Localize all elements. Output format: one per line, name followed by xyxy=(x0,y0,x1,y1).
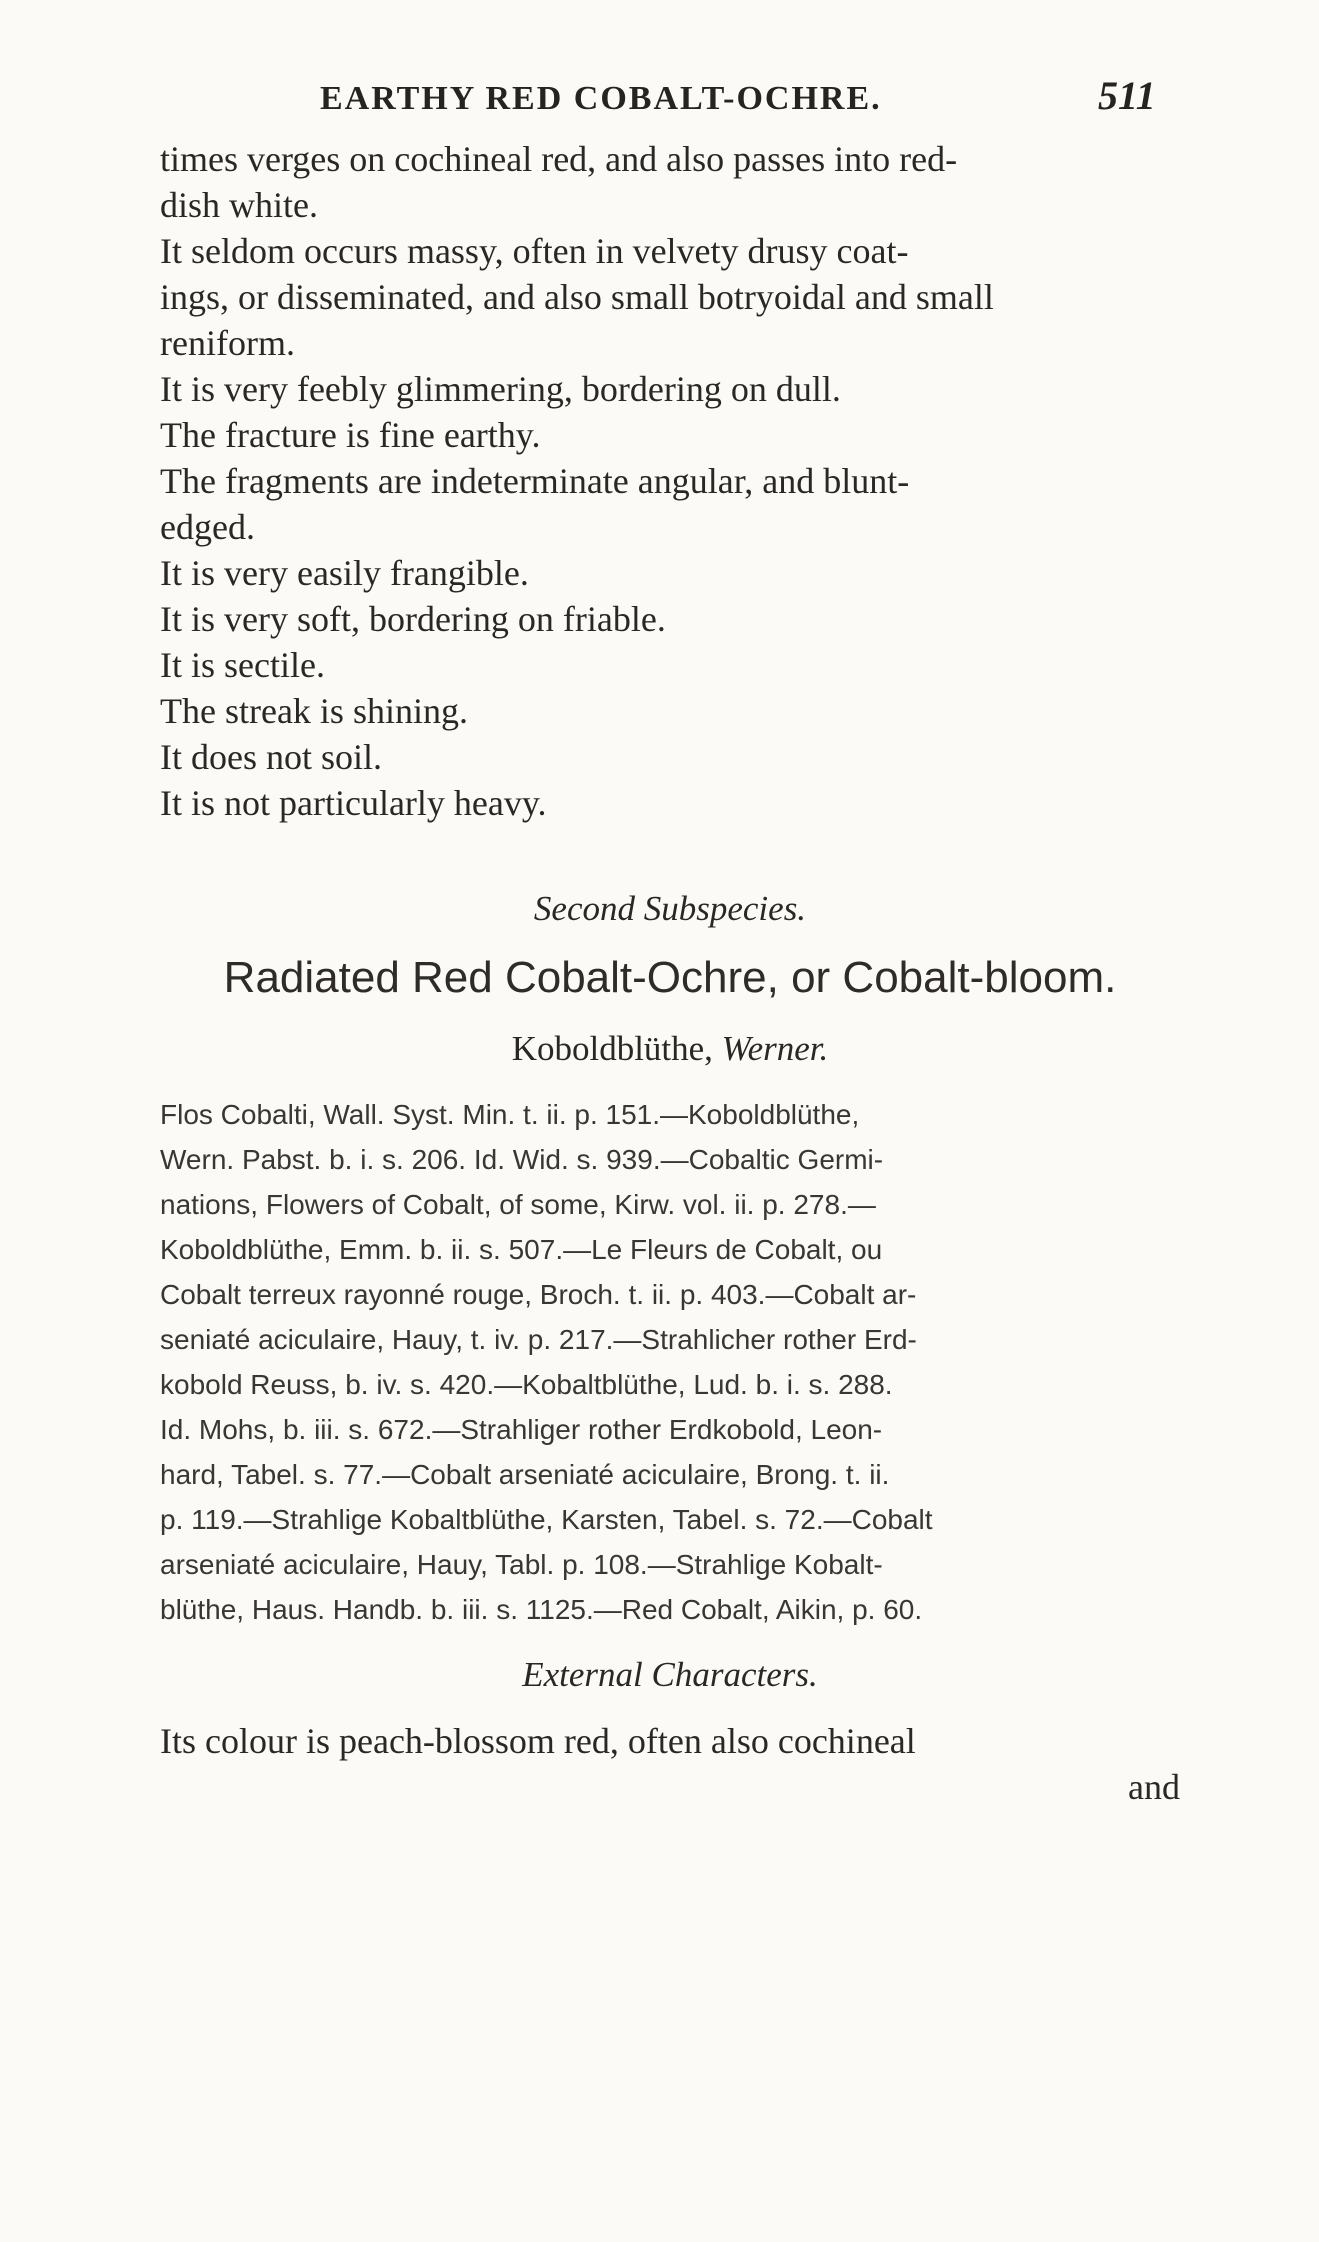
running-head: EARTHY RED COBALT-OCHRE. xyxy=(320,80,882,117)
page-body xyxy=(160,136,1180,1810)
text-line: The fracture is fine earthy. xyxy=(160,415,541,455)
text-line: It is not particularly heavy. xyxy=(160,783,547,823)
text-line: It is sectile. xyxy=(160,645,325,685)
reference-line: kobold Reuss, b. iv. s. 420.—Kobaltblüthe, Lud. b. i. s. 288. xyxy=(160,1369,893,1400)
text-line: It is very easily frangible. xyxy=(160,553,529,593)
text-line: ings, or disseminated, and also small botryoidal and small xyxy=(160,277,994,317)
synonym-line xyxy=(160,1024,1180,1074)
text-line: dish white. xyxy=(160,185,318,225)
reference-line: hard, Tabel. s. 77.—Cobalt arseniaté aciculaire, Brong. t. ii. xyxy=(160,1459,890,1490)
page-number: 511 xyxy=(1098,73,1156,118)
text-line: The streak is shining. xyxy=(160,691,468,731)
text-line: edged. xyxy=(160,507,255,547)
subspecies-label: Second Subspecies. xyxy=(533,889,807,928)
reference-line: Koboldblüthe, Emm. b. ii. s. 507.—Le Fleurs de Cobalt, ou xyxy=(160,1234,883,1265)
text-line: The fragments are indeterminate angular, and blunt- xyxy=(160,461,910,501)
reference-line: nations, Flowers of Cobalt, of some, Kirw. vol. ii. p. 278.— xyxy=(160,1189,876,1220)
catchword: and xyxy=(1128,1767,1180,1807)
synonym-name: Koboldblüthe, xyxy=(511,1029,713,1068)
text-line: It is very feebly glimmering, bordering on dull. xyxy=(160,369,841,409)
text-line: times verges on cochineal red, and also passes into red- xyxy=(160,139,958,179)
external-characters-heading: External Characters. xyxy=(522,1655,818,1694)
text-line: It is very soft, bordering on friable. xyxy=(160,599,666,639)
reference-line: arseniaté aciculaire, Hauy, Tabl. p. 108.—Strahlige Kobalt- xyxy=(160,1549,883,1580)
text-line: reniform. xyxy=(160,323,295,363)
reference-line: Flos Cobalti, Wall. Syst. Min. t. ii. p. 151.—Koboldblüthe, xyxy=(160,1099,860,1130)
synonym-author: Werner. xyxy=(721,1029,829,1068)
section-title: Radiated Red Cobalt-Ochre, or Cobalt-bloom. xyxy=(223,953,1117,1002)
text-line: Its colour is peach-blossom red, often also cochineal xyxy=(160,1721,916,1761)
reference-line: blüthe, Haus. Handb. b. iii. s. 1125.—Red Cobalt, Aikin, p. 60. xyxy=(160,1594,923,1625)
reference-line: p. 119.—Strahlige Kobaltblüthe, Karsten, Tabel. s. 72.—Cobalt xyxy=(160,1504,933,1535)
reference-line: seniaté aciculaire, Hauy, t. iv. p. 217.—Strahlicher rother Erd- xyxy=(160,1324,917,1355)
reference-line: Wern. Pabst. b. i. s. 206. Id. Wid. s. 939.—Cobaltic Germi- xyxy=(160,1144,884,1175)
text-line: It does not soil. xyxy=(160,737,382,777)
reference-line: Cobalt terreux rayonné rouge, Broch. t. ii. p. 403.—Cobalt ar- xyxy=(160,1279,917,1310)
reference-line: Id. Mohs, b. iii. s. 672.—Strahliger rother Erdkobold, Leon- xyxy=(160,1414,883,1445)
text-line: It seldom occurs massy, often in velvety drusy coat- xyxy=(160,231,909,271)
